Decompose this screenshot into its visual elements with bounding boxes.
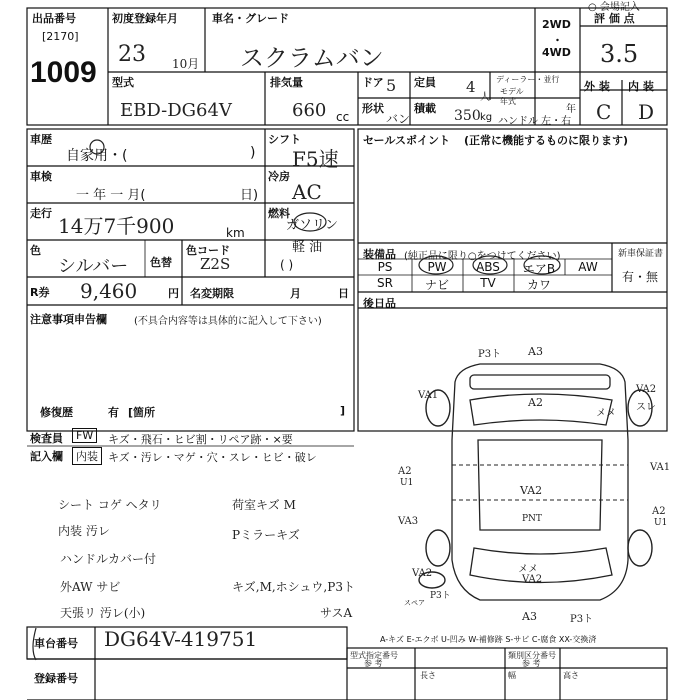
equip-ps: PS xyxy=(377,260,393,274)
dealer-label: ディーラー・並行 xyxy=(496,75,560,84)
reg-month: 10月 xyxy=(172,57,200,71)
equip-aw: AW xyxy=(578,260,598,274)
checker-label: 検査員 xyxy=(30,432,63,445)
hand-note-3: ハンドルカバー付 xyxy=(60,552,157,566)
sales-sub: (正常に機能するものに限ります) xyxy=(464,134,629,147)
color-label: 色 xyxy=(30,244,41,257)
shape-label: 形状 xyxy=(362,102,384,115)
int-label: 内 装 xyxy=(628,80,654,93)
diag-label: A3 xyxy=(522,610,537,623)
shape-value: バン xyxy=(386,112,411,126)
color-code-label: 色コード xyxy=(186,244,230,257)
repair-label: 修復歴 xyxy=(40,406,73,419)
equip-navi: ナビ xyxy=(424,278,449,292)
history-close: ) xyxy=(250,145,256,161)
ext-label: 外 装 xyxy=(584,80,610,93)
color-value: シルバー xyxy=(58,256,129,277)
venue-note: ○ 会場記入 xyxy=(588,2,640,13)
notes-sub: (不具合内容等は具体的に記入して下さい) xyxy=(134,316,322,327)
mileage-label: 走行 xyxy=(30,207,52,220)
load-unit: kg xyxy=(480,112,493,123)
diag-label: VA2 xyxy=(522,574,543,585)
length-label: 長さ xyxy=(420,671,436,680)
pref-sub: 参 考 xyxy=(364,659,383,668)
diag-label: A2 xyxy=(528,396,543,409)
car-name: スクラムバン xyxy=(240,44,384,72)
diag-label: A2 xyxy=(398,466,412,477)
entry-items: キズ・汚レ・マゲ・穴・スレ・ヒビ・破レ xyxy=(108,451,317,464)
fuel-label: 燃料 xyxy=(268,207,290,220)
checker-items: キズ・飛石・ヒビ割・リペア跡・×要 xyxy=(108,433,293,446)
diag-label: VA2 xyxy=(412,568,433,579)
equip-sr: SR xyxy=(377,276,393,290)
reg-label: 初度登録年月 xyxy=(112,12,178,25)
repair-value: 有 xyxy=(108,406,119,419)
hand-note-5: 天張リ 汚レ(小) xyxy=(60,606,146,620)
recycle-value: 9,460 xyxy=(80,279,138,303)
drive-4wd: 4WD xyxy=(542,46,571,59)
notes-label: 注意事項申告欄 xyxy=(30,313,107,326)
drive-2wd: 2WD xyxy=(542,18,571,31)
model-year-label: モデル xyxy=(500,87,524,96)
diag-label: U1 xyxy=(654,518,668,528)
mileage-unit: km xyxy=(226,226,245,240)
cap-value: 4 xyxy=(466,78,476,96)
hand-note-7: Pミラーキズ xyxy=(232,528,300,542)
diag-label: PNT xyxy=(522,514,542,524)
mileage-value: 14万7千900 xyxy=(58,214,175,238)
hand-note-4: 外AW サビ xyxy=(60,580,121,594)
color-code-value: Z2S xyxy=(200,255,231,273)
inspection-label: 車検 xyxy=(30,170,52,183)
equipment-label: 装備品 xyxy=(363,248,396,261)
diag-label: VA1 xyxy=(418,390,439,401)
fuel-paren: ( ) xyxy=(280,258,294,272)
width-label: 幅 xyxy=(508,671,516,680)
expiry-month: 月 xyxy=(290,287,301,300)
diag-label: メメ xyxy=(518,564,538,575)
recycle-label: R券 xyxy=(30,286,50,299)
reg-year: 23 xyxy=(118,42,146,67)
equip-airbag: エアB xyxy=(522,262,556,276)
ac-label: 冷房 xyxy=(268,170,290,183)
hand-note-2: 内装 汚レ xyxy=(58,524,110,538)
diag-label: VA3 xyxy=(398,516,419,527)
expiry-label: 名変期限 xyxy=(190,287,234,300)
door-label: ドア xyxy=(362,76,384,89)
damage-legend: A-キズ E-エクボ U-凹み W-補修跡 S-サビ C-腐食 XX-交換済 xyxy=(380,635,597,644)
lot-label: 出品番号 xyxy=(32,12,76,25)
lot-sub: [2170] xyxy=(42,30,79,43)
registration-label: 登録番号 xyxy=(34,672,78,685)
sales-label: セールスポイント xyxy=(363,134,451,147)
name-label: 車名・グレード xyxy=(212,12,289,25)
load-label: 積載 xyxy=(414,102,436,115)
hand-note-1: シート コゲ ヘタリ xyxy=(58,498,162,512)
disp-label: 排気量 xyxy=(270,76,303,89)
diag-label: A3 xyxy=(528,345,543,358)
history-value: 自家用・( xyxy=(66,148,128,164)
model-label: 型式 xyxy=(112,76,134,89)
class-sub: 参 考 xyxy=(522,659,541,668)
ac-value: AC xyxy=(292,180,322,204)
equipment-sub: (純正品に限り○をつけてください) xyxy=(404,251,561,262)
cap-label: 定員 xyxy=(414,76,436,89)
owner-label: 後日品 xyxy=(363,297,396,310)
entry-label: 記入欄 xyxy=(30,450,63,463)
door-value: 5 xyxy=(386,76,397,95)
hand-note-9: サスA xyxy=(320,606,353,620)
equip-abs: ABS xyxy=(476,260,500,274)
load-value: 350 xyxy=(454,108,481,124)
history-label: 車歴 xyxy=(30,133,52,146)
diag-label: VA2 xyxy=(636,384,657,395)
color-change-label: 色替 xyxy=(150,256,172,269)
diag-label: P3ト xyxy=(478,349,502,360)
diag-label: VA1 xyxy=(650,462,671,473)
expiry-day: 日 xyxy=(338,287,349,300)
diag-label: P3ト xyxy=(570,614,594,625)
chassis-label: 車台番号 xyxy=(34,637,78,650)
checker-fw: FW xyxy=(72,428,97,443)
repair-suffix: [箇所 xyxy=(128,406,156,419)
equip-tv: TV xyxy=(480,276,496,290)
repair-close: ] xyxy=(340,404,346,417)
diag-label: U1 xyxy=(400,478,414,488)
diag-label: P3ト xyxy=(430,591,451,601)
inspection-day: 日) xyxy=(240,188,259,203)
int-value: D xyxy=(638,100,655,124)
chassis-value: DG64V-419751 xyxy=(104,627,258,651)
ext-value: C xyxy=(596,100,612,124)
year-unit: 年 xyxy=(566,104,576,115)
fuel-gas: ガソリン xyxy=(286,218,339,233)
disp-value: 660 xyxy=(292,100,327,121)
warranty-label: 新車保証書 xyxy=(618,249,664,259)
shift-value: F5速 xyxy=(292,147,339,171)
lot-number: 1009 xyxy=(30,56,97,89)
model-value: EBD-DG64V xyxy=(120,100,232,121)
warranty-value: 有・無 xyxy=(622,270,659,284)
hand-note-8: キズ,M,ホシュウ,P3ト xyxy=(232,580,355,594)
year-label: 年式 xyxy=(500,97,516,106)
entry-int: 内装 xyxy=(72,447,102,465)
equip-pw: PW xyxy=(427,260,447,274)
height-label: 高さ xyxy=(563,671,579,680)
pref-label: 型式指定番号 xyxy=(350,651,398,660)
hand-note-6: 荷室キズ M xyxy=(232,498,296,512)
shift-label: シフト xyxy=(268,133,301,146)
recycle-unit: 円 xyxy=(168,287,179,300)
fuel-diesel: 軽 油 xyxy=(292,240,323,255)
diag-label: A2 xyxy=(652,506,666,517)
score-label: 評 価 点 xyxy=(594,12,635,25)
cap-unit: 人 xyxy=(480,92,490,103)
diag-label: メメ xyxy=(596,408,616,419)
class-label: 類別区分番号 xyxy=(508,651,556,660)
drive-dot: ・ xyxy=(552,34,563,47)
score-value: 3.5 xyxy=(600,40,639,68)
equip-leather: カワ xyxy=(526,278,551,292)
inspection-value: 一 年 一 月( xyxy=(76,188,146,203)
diag-label: VA2 xyxy=(520,484,543,497)
handle-label: ハンドル 左・右 xyxy=(498,116,572,127)
diag-label: スペア xyxy=(404,599,425,607)
disp-unit: cc xyxy=(336,110,350,124)
diag-label: スレ xyxy=(636,402,656,413)
